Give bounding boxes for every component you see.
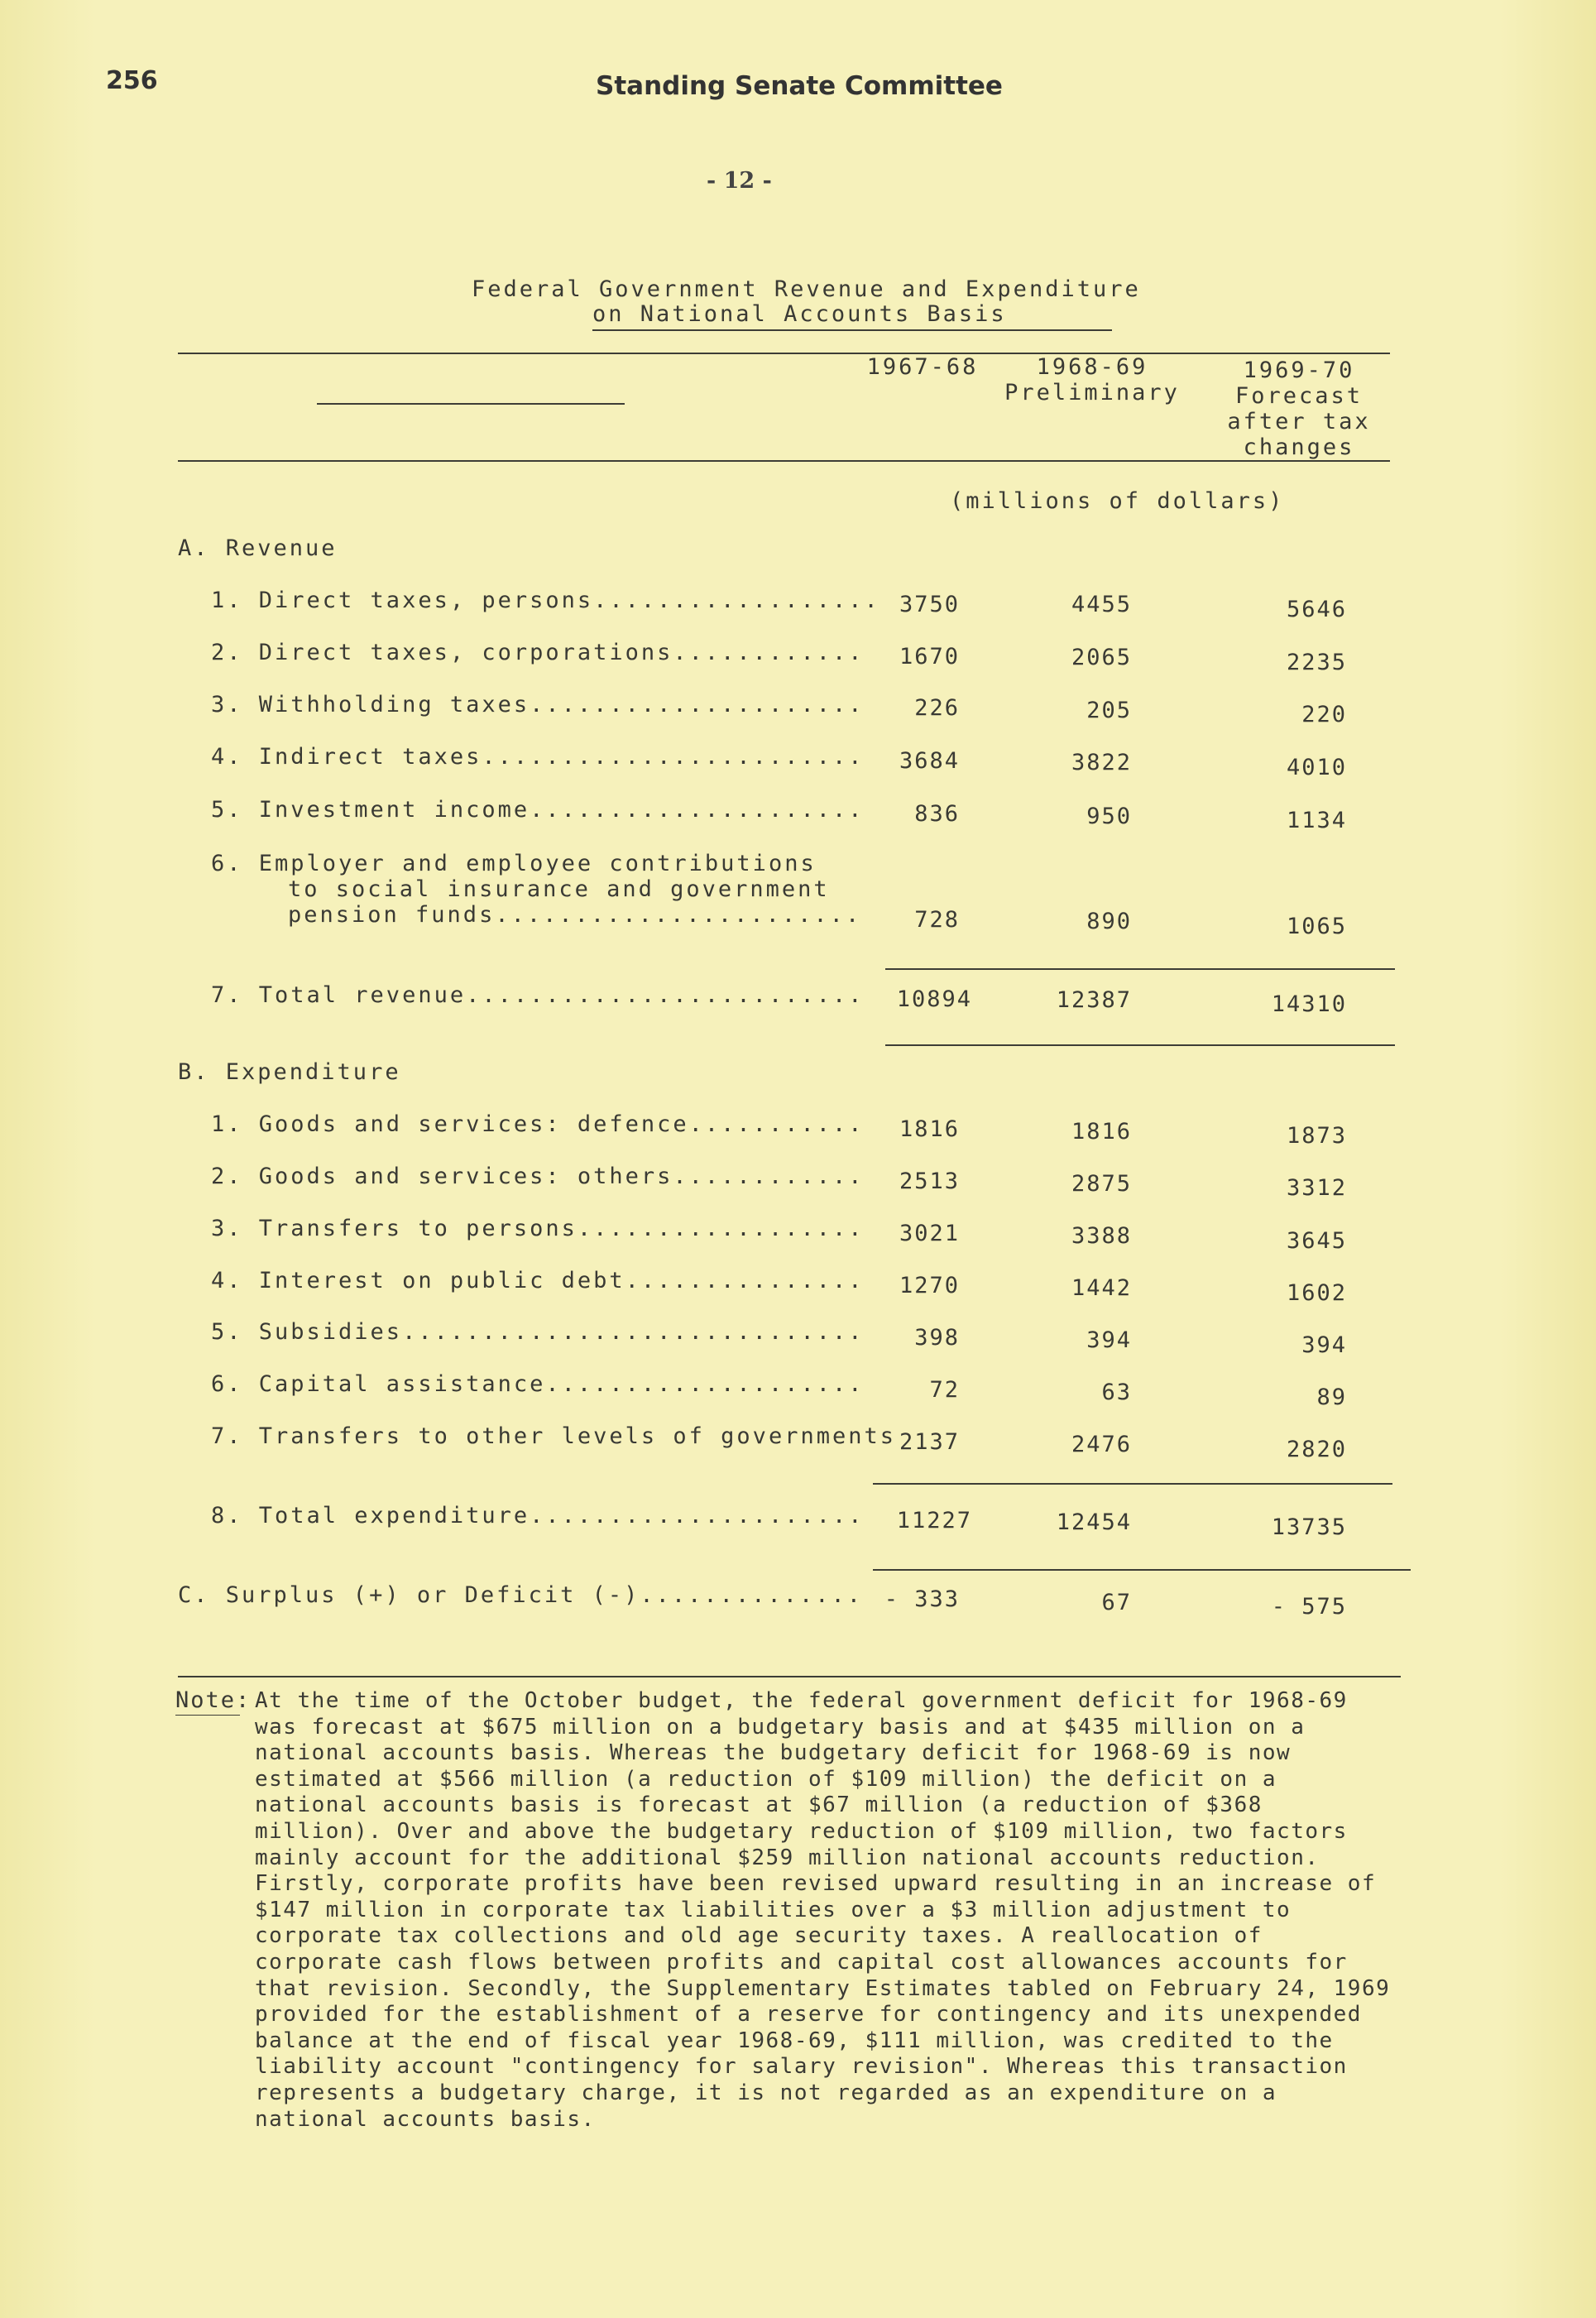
value-1969-70: 2235 bbox=[1286, 650, 1347, 675]
row-label: 5. Subsidies............................. bbox=[211, 1319, 865, 1345]
row-label-continued: pension funds....................... bbox=[288, 902, 862, 928]
note-text: At the time of the October budget, the federal government deficit for 1968-69 was forecast at $675 million on a budgetary basis and at $435 million on a national accounts basis. Whereas the budgetary deficit for 1968-69 is now estimated at $566 million (a reduction of $109 million) the deficit on a national accounts basis is forecast at $67 million (a reduction of $368 million). Over and above the budgetary reduction of $109 million, two factors mainly account for the additional $259 million national accounts reduction. Firstly, corporate profits have been revised upward resulting in an increase of $147 million in corporate tax liabilities over a $3 million adjustment to corporate tax collections and old age security taxes. A reallocation of corporate cash flows between profits and capital cost allowances accounts for that revision. Secondly, the Supplementary Estimates tabled on February 24, 1969 provided for the establishment of a reserve for contingency and its unexpended balance at the end of fiscal year 1968-69, $111 million, was credited to the liability account "contingency for salary revision". Whereas this transaction represents a budgetary charge, it is not regarded as an expenditure on a national accounts basis. bbox=[255, 1688, 1391, 2132]
value-1968-69: 205 bbox=[1086, 698, 1132, 723]
value-1968-69: 12454 bbox=[1056, 1509, 1132, 1535]
subtotal-rule bbox=[885, 968, 1395, 970]
page-marker: - 12 - bbox=[707, 168, 772, 194]
value-1969-70: 394 bbox=[1301, 1332, 1347, 1358]
row-label: 4. Interest on public debt............... bbox=[211, 1268, 865, 1293]
value-1968-69: 3822 bbox=[1071, 750, 1132, 775]
value-1968-69: 4455 bbox=[1071, 592, 1132, 617]
row-label: 1. Direct taxes, persons.................. bbox=[211, 588, 880, 613]
page-number: 256 bbox=[106, 66, 158, 95]
header-bottom-rule bbox=[178, 460, 1390, 462]
value-1969-70: 1602 bbox=[1286, 1280, 1347, 1306]
value-1969-70: 89 bbox=[1316, 1385, 1347, 1410]
section-revenue-heading: A. Revenue bbox=[178, 535, 338, 561]
units-label: (millions of dollars) bbox=[950, 488, 1285, 514]
column-header-1968-69: 1968-69 Preliminary bbox=[1004, 354, 1180, 406]
value-1967-68: 3684 bbox=[899, 748, 960, 774]
table-title-line2: on National Accounts Basis bbox=[592, 301, 1007, 327]
value-1969-70: 1873 bbox=[1286, 1123, 1347, 1149]
value-1967-68: 3750 bbox=[899, 592, 960, 617]
value-1969-70: 13735 bbox=[1271, 1514, 1347, 1540]
row-label: 2. Direct taxes, corporations............ bbox=[211, 640, 865, 665]
value-1968-69: 67 bbox=[1101, 1590, 1132, 1615]
value-1967-68: 1816 bbox=[899, 1116, 960, 1142]
value-1967-68: 728 bbox=[914, 907, 960, 933]
value-1969-70: 5646 bbox=[1286, 597, 1347, 622]
row-label: 3. Transfers to persons.................. bbox=[211, 1216, 865, 1241]
value-1968-69: 394 bbox=[1086, 1327, 1132, 1353]
value-1967-68: 226 bbox=[914, 695, 960, 721]
value-1968-69: 1442 bbox=[1071, 1275, 1132, 1301]
value-1968-69: 890 bbox=[1086, 909, 1132, 934]
value-1969-70: 4010 bbox=[1286, 755, 1347, 780]
row-label: 4. Indirect taxes........................ bbox=[211, 744, 865, 770]
table-top-rule bbox=[178, 353, 1390, 354]
value-1968-69: 2065 bbox=[1071, 645, 1132, 670]
value-1967-68: 2137 bbox=[899, 1429, 960, 1455]
row-label: 7. Total revenue......................... bbox=[211, 982, 865, 1008]
row-label: 3. Withholding taxes..................... bbox=[211, 692, 865, 717]
value-1967-68: - 333 bbox=[884, 1586, 960, 1612]
row-label: 1. Goods and services: defence........... bbox=[211, 1111, 865, 1137]
row-label: 6. Employer and employee contributions bbox=[211, 851, 817, 876]
value-1969-70: 220 bbox=[1301, 702, 1347, 727]
note-label-underline bbox=[175, 1715, 240, 1716]
value-1969-70: 2820 bbox=[1286, 1437, 1347, 1462]
value-1967-68: 1270 bbox=[899, 1273, 960, 1298]
value-1969-70: - 575 bbox=[1271, 1594, 1347, 1620]
title-underline bbox=[592, 329, 1112, 331]
value-1967-68: 398 bbox=[914, 1325, 960, 1351]
value-1967-68: 836 bbox=[914, 801, 960, 827]
value-1967-68: 10894 bbox=[896, 986, 972, 1012]
table-title-line1: Federal Government Revenue and Expenditure bbox=[472, 276, 1141, 302]
value-1967-68: 2513 bbox=[899, 1169, 960, 1194]
row-label: 2. Goods and services: others............ bbox=[211, 1164, 865, 1189]
value-1969-70: 3312 bbox=[1286, 1175, 1347, 1201]
stub-header-rule bbox=[317, 403, 625, 405]
table-bottom-rule bbox=[178, 1676, 1401, 1677]
column-header-1969-70: 1969-70 Forecast after tax changes bbox=[1227, 358, 1371, 460]
value-1968-69: 2875 bbox=[1071, 1171, 1132, 1197]
value-1968-69: 3388 bbox=[1071, 1223, 1132, 1249]
total-rule bbox=[873, 1569, 1411, 1571]
column-header-1967-68: 1967-68 bbox=[866, 354, 979, 380]
value-1967-68: 11227 bbox=[896, 1508, 972, 1533]
row-label: C. Surplus (+) or Deficit (-).............. bbox=[178, 1582, 863, 1608]
row-label: 6. Capital assistance.................... bbox=[211, 1371, 865, 1397]
value-1967-68: 1670 bbox=[899, 644, 960, 669]
note-label: Note: bbox=[175, 1687, 252, 1713]
value-1968-69: 1816 bbox=[1071, 1119, 1132, 1145]
value-1968-69: 950 bbox=[1086, 804, 1132, 829]
total-rule bbox=[885, 1044, 1395, 1046]
value-1969-70: 3645 bbox=[1286, 1228, 1347, 1254]
value-1969-70: 14310 bbox=[1271, 991, 1347, 1017]
value-1968-69: 12387 bbox=[1056, 987, 1132, 1013]
value-1969-70: 1065 bbox=[1286, 914, 1347, 939]
row-label-continued: to social insurance and government bbox=[288, 876, 830, 902]
subtotal-rule bbox=[873, 1483, 1392, 1485]
value-1967-68: 72 bbox=[929, 1377, 960, 1403]
value-1967-68: 3021 bbox=[899, 1221, 960, 1246]
value-1968-69: 2476 bbox=[1071, 1432, 1132, 1457]
row-label: 5. Investment income..................... bbox=[211, 797, 865, 823]
value-1969-70: 1134 bbox=[1286, 808, 1347, 833]
section-expenditure-heading: B. Expenditure bbox=[178, 1059, 401, 1085]
row-label: 7. Transfers to other levels of governments bbox=[211, 1423, 896, 1449]
running-header: Standing Senate Committee bbox=[596, 71, 1003, 101]
row-label: 8. Total expenditure..................... bbox=[211, 1503, 865, 1529]
value-1968-69: 63 bbox=[1101, 1380, 1132, 1405]
